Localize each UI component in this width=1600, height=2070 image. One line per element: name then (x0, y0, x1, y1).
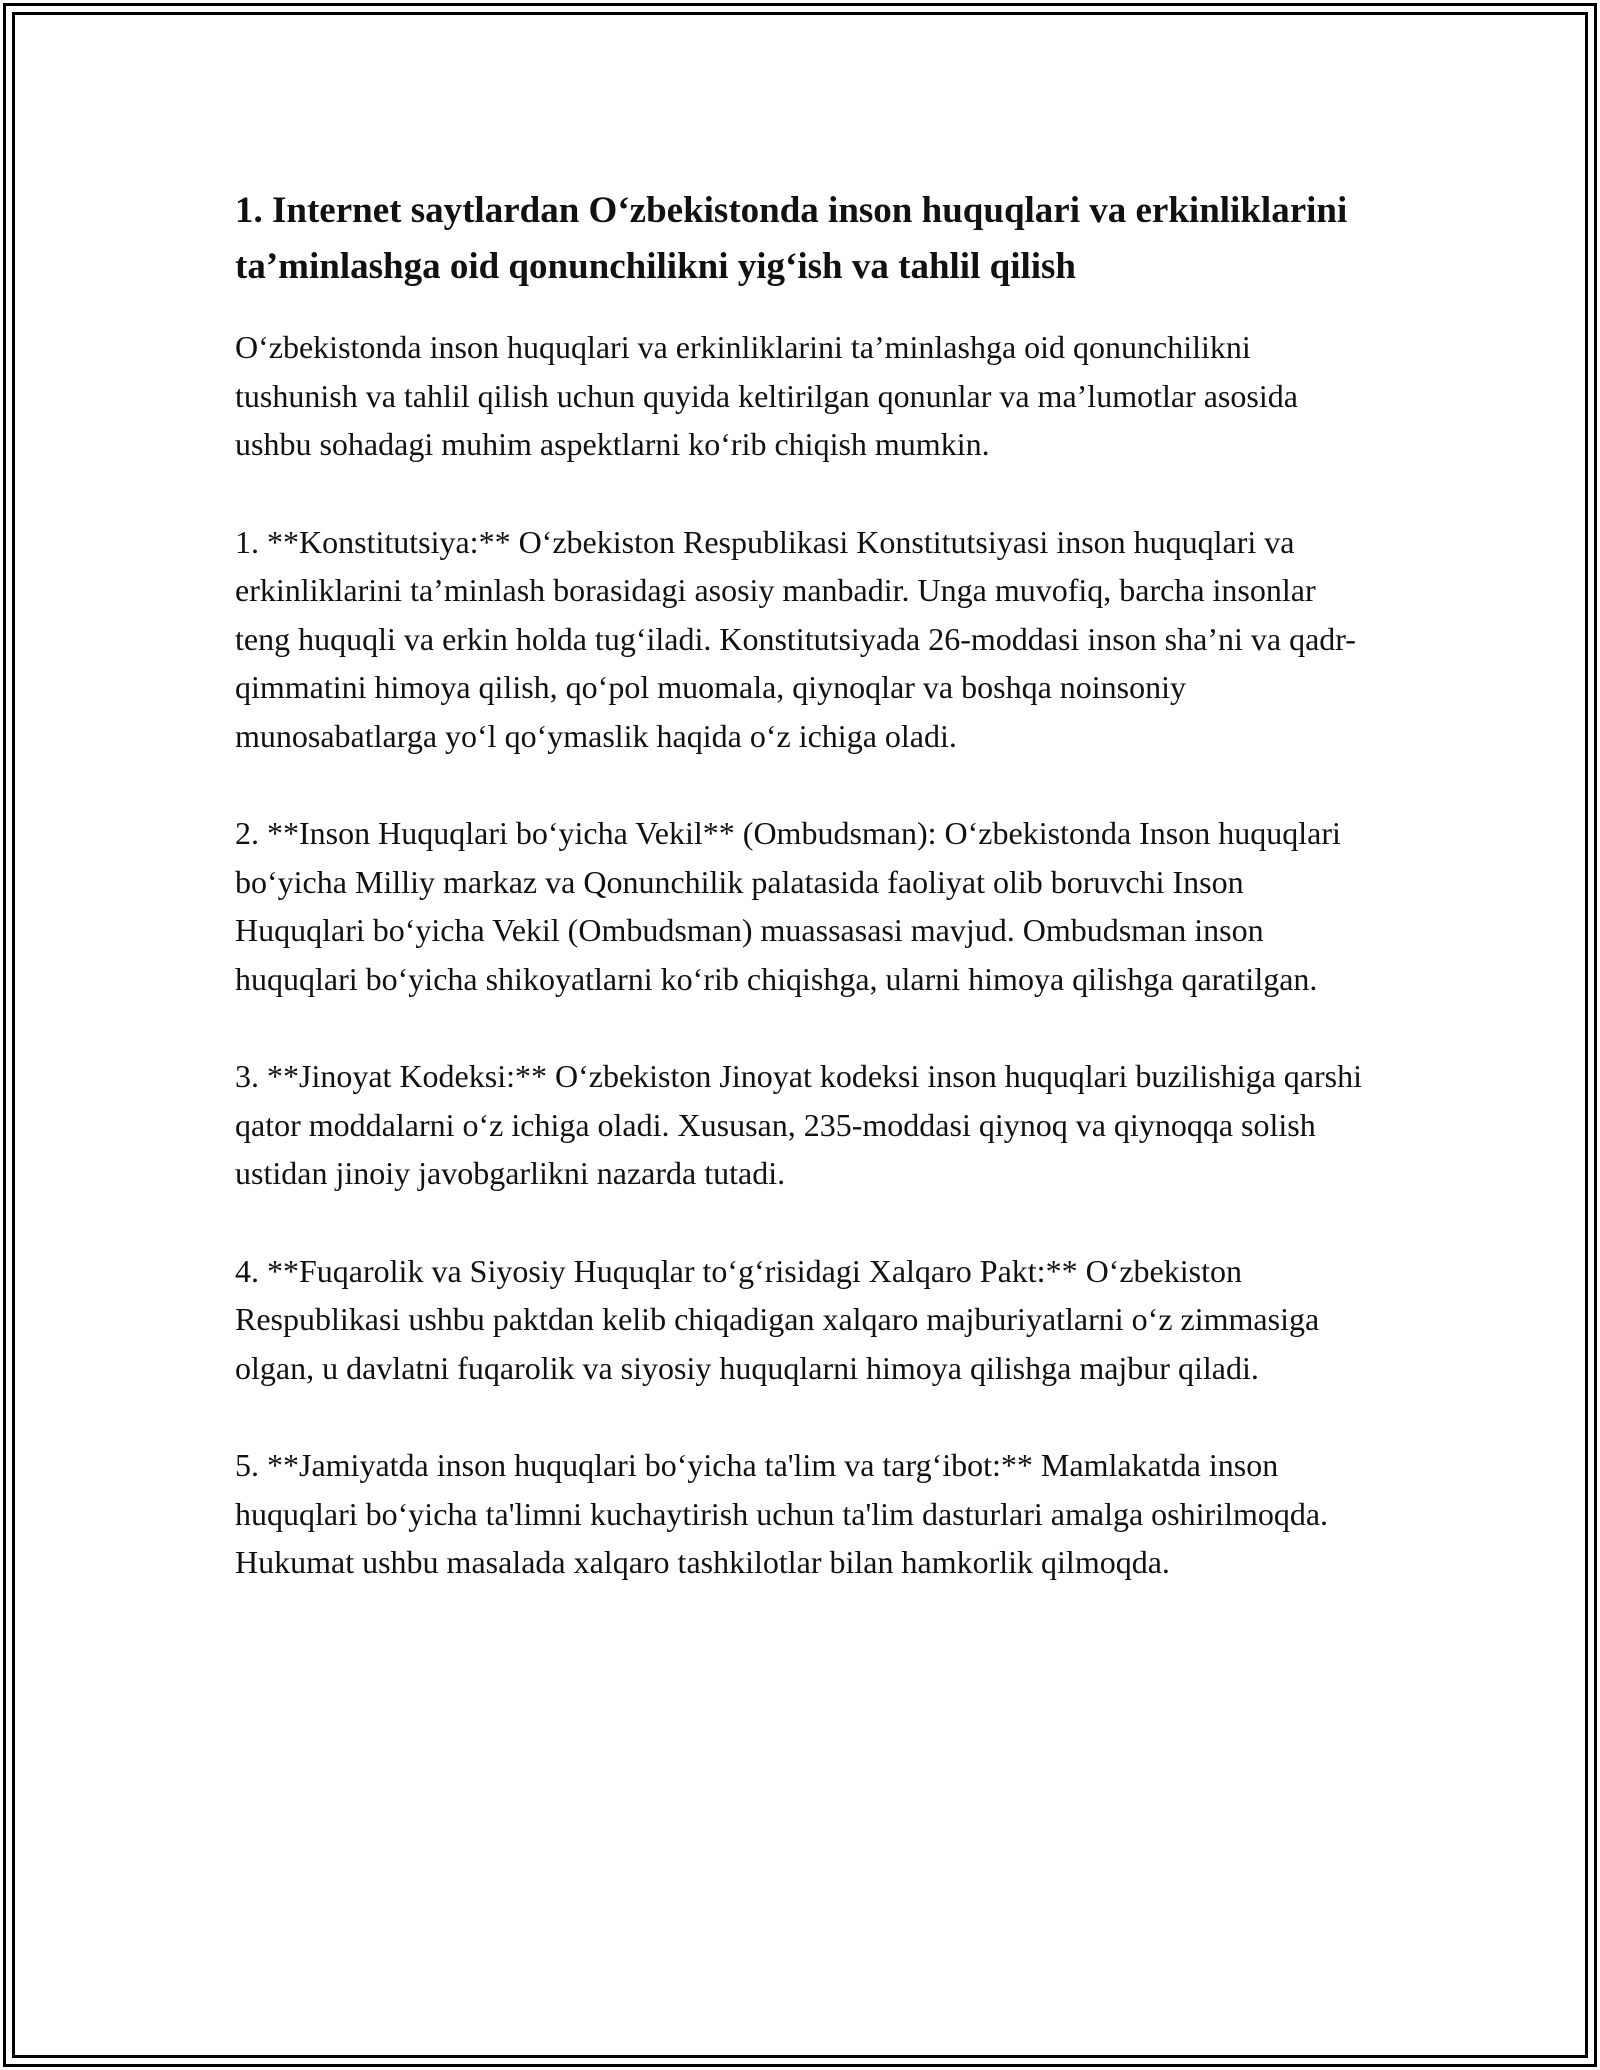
paragraph-ombudsman: 2. **Inson Huquqlari bo‘yicha Vekil** (Ombudsman): O‘zbekistonda Inson huquqlari bo‘yicha Milliy markaz va Qonunchilik palatasida faoliyat olib boruvchi Inson Huquqlari bo‘yicha Vekil (Ombudsman) muassasasi mavjud. Ombudsman inson huquqlari bo‘yicha shikoyatlarni ko‘rib chiqishga, ularni himoya qilishga qaratilgan. (235, 815, 1341, 997)
document-heading: 1. Internet saytlardan O‘zbekistonda inson huquqlari va erkinliklarini ta’minlashga oid qonunchilikni yig‘ish va tahlil qilish (235, 190, 1348, 287)
paragraph-xalqaro-pakt: 4. **Fuqarolik va Siyosiy Huquqlar to‘g‘risidagi Xalqaro Pakt:** O‘zbekiston Respublikasi ushbu paktdan kelib chiqadigan xalqaro majburiyatlarni o‘z zimmasiga olgan, u davlatni fuqarolik va siyosiy huquqlarni himoya qilishga majbur qiladi. (235, 1252, 1320, 1386)
paragraph-konstitutsiya: 1. **Konstitutsiya:** O‘zbekiston Respublikasi Konstitutsiyasi inson huquqlari va erkinliklarini ta’minlash borasidagi asosiy manbadir. Unga muvofiq, barcha insonlar teng huquqli va erkin holda tug‘iladi. Konstitutsiyada 26-moddasi inson sha’ni va qadr-qimmatini himoya qilish, qo‘pol muomala, qiynoqlar va boshqa noinsoniy munosabatlarga yo‘l qo‘ymaslik haqida o‘z ichiga oladi. (235, 523, 1356, 754)
paragraph-jinoyat-kodeksi: 3. **Jinoyat Kodeksi:** O‘zbekiston Jinoyat kodeksi inson huquqlari buzilishiga qarshi qator moddalarni o‘z ichiga oladi. Xususan, 235-moddasi qiynoq va qiynoqqa solish ustidan jinoiy javobgarlikni nazarda tutadi. (235, 1058, 1362, 1191)
paragraph-talim-targibot: 5. **Jamiyatda inson huquqlari bo‘yicha ta'lim va targ‘ibot:** Mamlakatda inson huquqlari bo‘yicha ta'limni kuchaytirish uchun ta'lim dasturlari amalga oshirilmoqda. Hukumat ushbu masalada xalqaro tashkilotlar bilan hamkorlik qilmoqda. (235, 1447, 1329, 1580)
document-body (235, 183, 1370, 1636)
intro-paragraph: O‘zbekistonda inson huquqlari va erkinliklarini ta’minlashga oid qonunchilikni tushunish va tahlil qilish uchun quyida keltirilgan qonunlar va ma’lumotlar asosida ushbu sohadagi muhim aspektlarni ko‘rib chiqish mumkin. (235, 329, 1298, 462)
